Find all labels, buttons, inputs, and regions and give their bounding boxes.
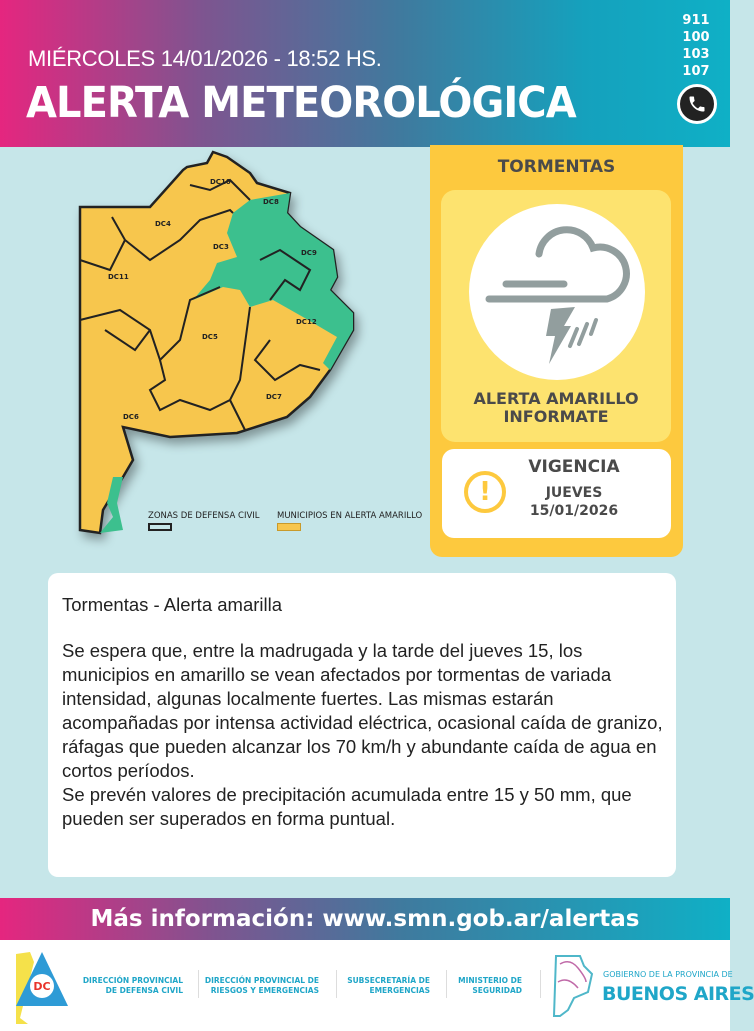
description-title: Tormentas - Alerta amarilla — [62, 594, 283, 615]
description-body: Se espera que, entre la madrugada y la tarde del jueves 15, los municipios en amarillo se vean afectados por tormentas de variada intensidad, algunas localmente fuertes. Las mismas estarán acompañadas por intensa actividad eléctrica, ocasional caída de granizo, ráfagas que pueden alcanzar los 70 km/h y abundante caída de agua en cortos períodos. — [62, 640, 663, 781]
zone-label: DC10 — [210, 178, 231, 186]
phenomenon-title: TORMENTAS — [497, 157, 616, 177]
more-info-banner[interactable]: Más información: www.smn.gob.ar/alertas — [0, 898, 730, 940]
defensa-civil-logo — [12, 948, 72, 1026]
org-defensa-civil: DIRECCIÓN PROVINCIAL DE DEFENSA CIVIL — [82, 976, 183, 995]
footer — [0, 940, 754, 1031]
org-riesgos: DIRECCIÓN PROVINCIAL DE RIESGOS Y EMERGENCIAS — [204, 976, 319, 995]
alert-level-text — [441, 390, 671, 426]
vigencia-day: JUEVES — [545, 485, 603, 501]
page-title: ALERTA METEOROLÓGICA — [26, 78, 576, 128]
vigencia-title: VIGENCIA — [528, 457, 620, 477]
zone-label: DC7 — [266, 393, 282, 401]
gov-title: BUENOS AIRES — [602, 983, 754, 1005]
alert-description — [48, 573, 676, 877]
logo-text: DC — [33, 980, 51, 993]
alert-level-line: ALERTA AMARILLO — [473, 389, 639, 408]
legend-label: ZONAS DE DEFENSA CIVIL — [148, 511, 260, 521]
zone-label: DC5 — [202, 333, 218, 341]
phone-icon — [677, 84, 717, 124]
vigencia-date — [504, 484, 644, 520]
legend-swatch — [148, 523, 172, 531]
header — [0, 0, 730, 147]
zone-label: DC3 — [213, 243, 229, 251]
alert-panel — [430, 145, 683, 557]
legend-label: MUNICIPIOS EN ALERTA AMARILLO — [277, 511, 423, 521]
phone-number: 100 — [682, 30, 710, 45]
alert-level-line: INFORMATE — [503, 407, 609, 426]
alert-level-card — [441, 190, 671, 442]
legend-swatch — [277, 523, 301, 531]
org-ministerio: MINISTERIO DE SEGURIDAD — [458, 976, 522, 995]
legend-zones — [148, 511, 260, 531]
zone-label: DC9 — [301, 249, 317, 257]
divider — [198, 970, 199, 998]
divider — [540, 970, 541, 998]
phone-number: 911 — [682, 13, 710, 28]
zone-label: DC11 — [108, 273, 129, 281]
storm-icon — [469, 204, 645, 380]
province-emblem-icon — [550, 952, 594, 1018]
province-shape — [80, 152, 353, 533]
phone-number: 103 — [682, 47, 710, 62]
zone-label: DC12 — [296, 318, 317, 326]
zone-label: DC8 — [263, 198, 279, 206]
emergency-phones — [676, 12, 716, 80]
alert-datetime: MIÉRCOLES 14/01/2026 - 18:52 HS. — [28, 46, 382, 71]
description-body: Se prevén valores de precipitación acumulada entre 15 y 50 mm, que pueden ser superados en forma puntual. — [62, 784, 632, 829]
province-map — [0, 147, 430, 547]
exclamation-icon: ! — [464, 471, 506, 513]
zone-label: DC6 — [123, 413, 139, 421]
vigencia-card — [442, 449, 671, 538]
org-subsecretaria: SUBSECRETARÍA DE EMERGENCIAS — [347, 976, 430, 995]
zone-label: DC4 — [155, 220, 171, 228]
phone-number: 107 — [682, 64, 710, 79]
gov-subtitle: GOBIERNO DE LA PROVINCIA DE — [603, 970, 733, 979]
vigencia-date-value: 15/01/2026 — [529, 503, 619, 519]
legend-municipios — [277, 511, 422, 531]
